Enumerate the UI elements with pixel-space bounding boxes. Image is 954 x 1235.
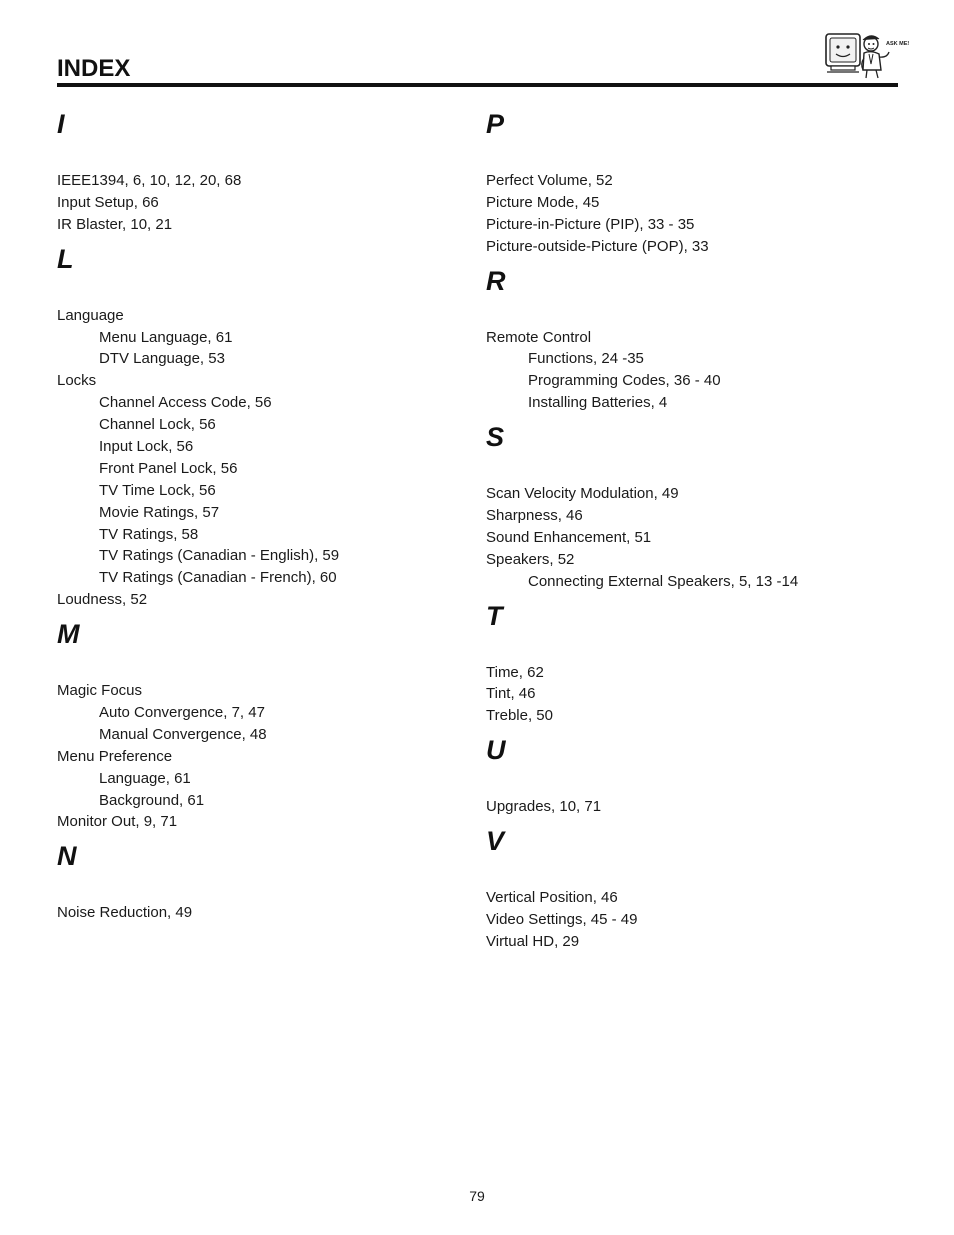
index-subentry: Input Lock, 56 xyxy=(99,438,194,456)
index-entry: Video Settings, 45 - 49 xyxy=(486,911,638,929)
index-subentry: DTV Language, 53 xyxy=(99,350,225,368)
index-entry: Magic Focus xyxy=(57,682,143,700)
index-entry: Monitor Out, 9, 71 xyxy=(57,813,178,831)
index-subentry: Programming Codes, 36 - 40 xyxy=(528,372,721,390)
index-subentry: TV Ratings, 58 xyxy=(99,525,199,543)
index-entry: Picture Mode, 45 xyxy=(486,193,600,211)
index-subentry: Channel Lock, 56 xyxy=(99,416,216,434)
section-letter: U xyxy=(486,735,506,766)
index-subentry: TV Time Lock, 56 xyxy=(99,481,216,499)
index-entry: Scan Velocity Modulation, 49 xyxy=(486,485,679,503)
index-entry: Speakers, 52 xyxy=(486,550,575,568)
index-subentry: Background, 61 xyxy=(99,791,205,809)
index-section xyxy=(486,825,906,953)
index-entry: Menu Preference xyxy=(57,747,173,765)
index-subentry: Movie Ratings, 57 xyxy=(99,503,220,521)
index-subentry: Auto Convergence, 7, 47 xyxy=(99,704,265,722)
index-section xyxy=(57,618,477,833)
index-entry: Language xyxy=(57,306,124,324)
section-letter: P xyxy=(486,109,505,139)
section-letter: N xyxy=(57,841,77,872)
index-entry: Picture-in-Picture (PIP), 33 - 35 xyxy=(486,215,695,233)
index-entry: Noise Reduction, 49 xyxy=(57,904,193,922)
index-entry: IR Blaster, 10, 21 xyxy=(57,215,173,233)
index-section xyxy=(486,108,906,258)
index-entry: Upgrades, 10, 71 xyxy=(486,798,602,816)
index-subentry: Manual Convergence, 48 xyxy=(99,725,267,743)
index-section xyxy=(486,265,906,415)
index-entry: Remote Control xyxy=(486,328,592,346)
section-letter: V xyxy=(486,826,505,857)
index-subentry: TV Ratings (Canadian - French), 60 xyxy=(99,569,337,587)
section-letter: T xyxy=(486,600,503,631)
header-rule xyxy=(57,83,898,87)
page-title: INDEX xyxy=(57,55,131,82)
index-entry: Input Setup, 66 xyxy=(57,193,159,211)
index-subentry: Menu Language, 61 xyxy=(99,328,233,346)
index-entry: Time, 62 xyxy=(486,663,544,681)
index-entry: Treble, 50 xyxy=(486,707,553,725)
section-letter: M xyxy=(57,619,80,650)
index-section xyxy=(486,421,906,592)
index-section xyxy=(57,108,477,236)
index-entry: Vertical Position, 46 xyxy=(486,889,618,907)
index-subentry: Language, 61 xyxy=(99,769,191,787)
index-subentry: Front Panel Lock, 56 xyxy=(99,459,238,477)
index-entry: Sharpness, 46 xyxy=(486,507,583,525)
index-subentry: TV Ratings (Canadian - English), 59 xyxy=(99,547,340,565)
section-letter: S xyxy=(486,422,505,453)
index-section xyxy=(486,734,906,818)
index-subentry: Connecting External Speakers, 5, 13 -14 xyxy=(528,572,799,590)
index-entry: Virtual HD, 29 xyxy=(486,932,580,950)
section-letter: L xyxy=(57,243,74,274)
index-subentry: Installing Batteries, 4 xyxy=(528,394,668,412)
ask-me-mascot-icon xyxy=(823,30,910,82)
index-entry: Picture-outside-Picture (POP), 33 xyxy=(486,237,709,255)
logo-text: ASK ME! xyxy=(886,41,910,47)
index-entry: Tint, 46 xyxy=(486,685,536,703)
index-section xyxy=(57,243,477,611)
index-column-left xyxy=(57,108,477,924)
index-subentry: Channel Access Code, 56 xyxy=(99,394,272,412)
section-letter: R xyxy=(486,265,506,296)
index-entry: Sound Enhancement, 51 xyxy=(486,528,652,546)
index-section xyxy=(57,840,477,924)
index-section xyxy=(486,600,906,728)
index-entry: IEEE1394, 6, 10, 12, 20, 68 xyxy=(57,172,242,189)
index-subentry: Functions, 24 -35 xyxy=(528,350,644,368)
index-entry: Loudness, 52 xyxy=(57,591,148,609)
index-column-right xyxy=(486,108,906,953)
section-letter: I xyxy=(57,109,65,139)
index-entry: Locks xyxy=(57,372,97,390)
page-number: 79 xyxy=(469,1188,485,1204)
index-entry: Perfect Volume, 52 xyxy=(486,172,613,189)
